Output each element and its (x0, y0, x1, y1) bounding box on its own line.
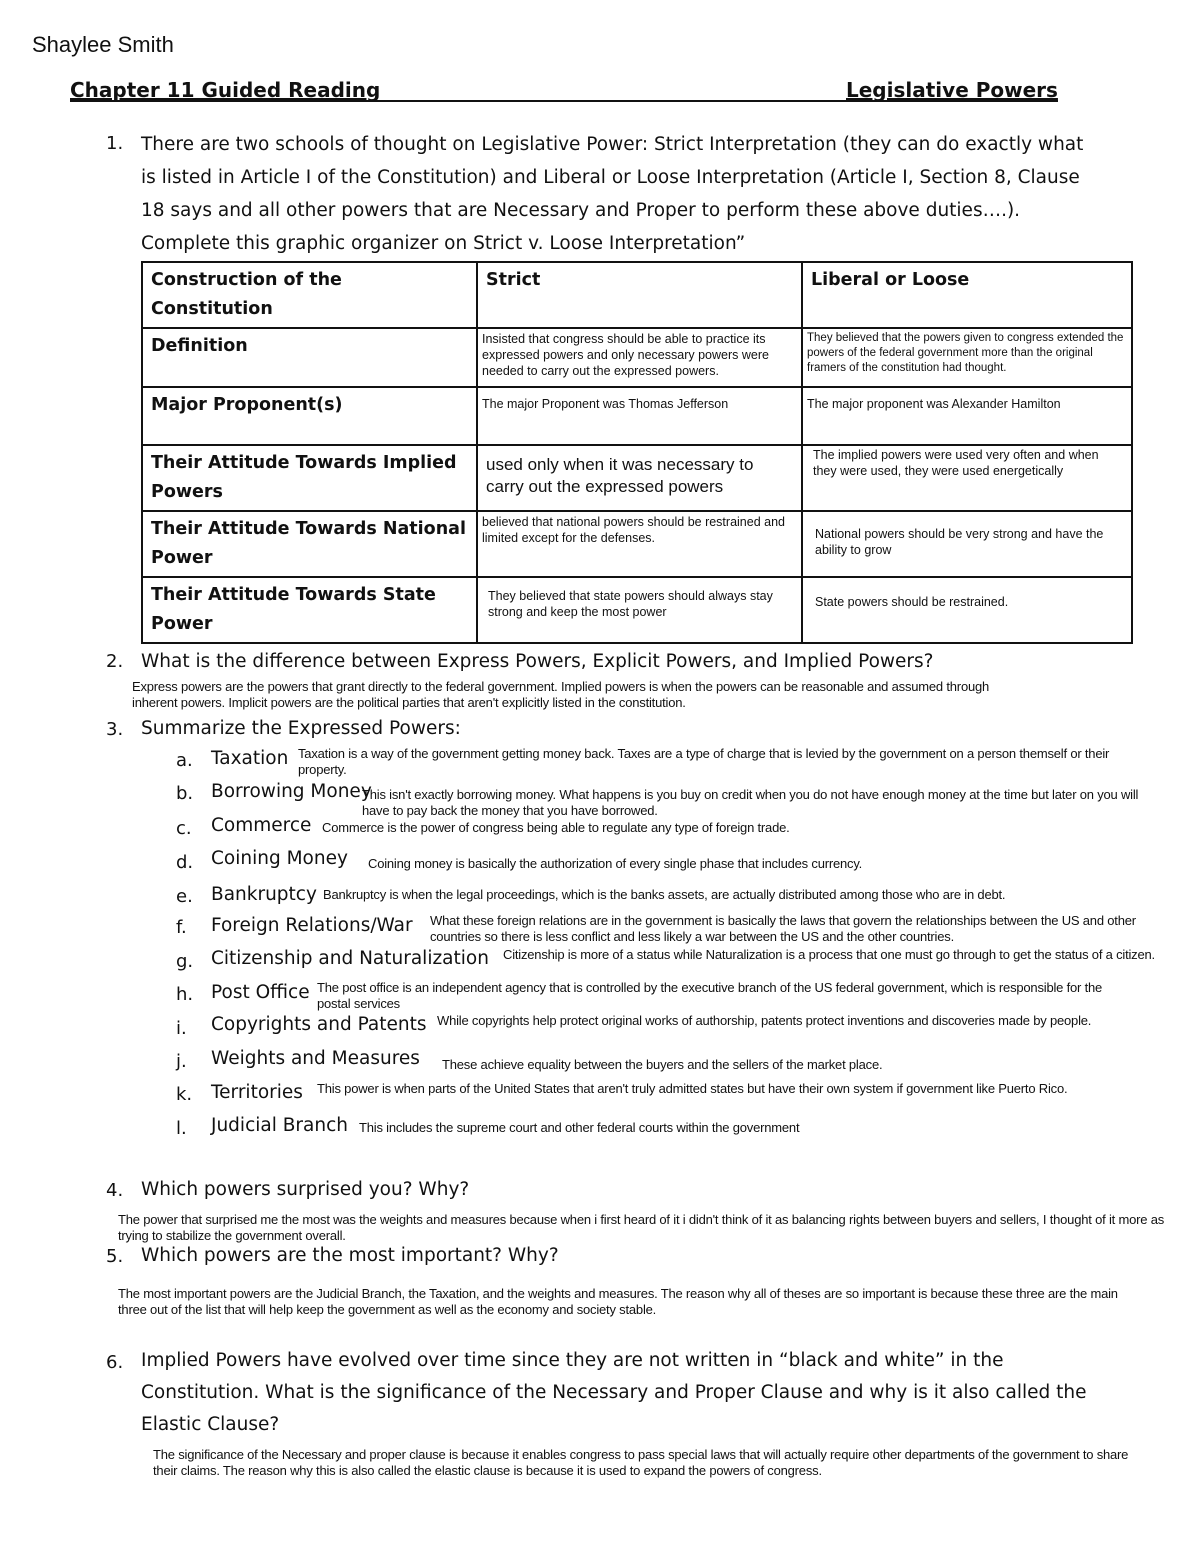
loose-cell: The major proponent was Alexander Hamilton (802, 387, 1132, 445)
item-letter: i. (176, 1018, 187, 1039)
q1-line: There are two schools of thought on Legislative Power: Strict Interpretation (they can do exactly what (141, 134, 1084, 155)
q4-number: 4. (106, 1180, 124, 1201)
item-desc: While copyrights help protect original works of authorship, patents protect inventions and discoveries made by people. (437, 1013, 1092, 1028)
row-label: Their Attitude Towards State Power (142, 577, 477, 643)
row-label: Their Attitude Towards Implied Powers (142, 445, 477, 511)
q5-number: 5. (106, 1246, 124, 1267)
table-header-strict: Strict (477, 262, 802, 328)
item-title: Copyrights and Patents (211, 1014, 427, 1035)
item-title: Weights and Measures (211, 1048, 420, 1069)
q2-question: What is the difference between Express Powers, Explicit Powers, and Implied Powers? (141, 651, 934, 672)
q2-answer: Express powers are the powers that grant directly to the federal government. Implied powers is when the powers can be reasonable and assumed through inherent powers. Implicit powers are the political parties that aren't explicitly listed in the constitution. (132, 679, 990, 710)
item-title: Taxation (211, 748, 289, 769)
q3-number: 3. (106, 719, 124, 740)
q5-question: Which powers are the most important? Why? (141, 1245, 559, 1266)
item-letter: h. (176, 984, 194, 1005)
item-title: Judicial Branch (211, 1115, 348, 1136)
item-desc: This includes the supreme court and other federal courts within the government (359, 1120, 800, 1135)
table-row (142, 577, 1132, 643)
item-title: Foreign Relations/War (211, 915, 413, 936)
item-letter: e. (176, 886, 193, 907)
chapter-heading: Chapter 11 Guided Reading (70, 78, 381, 102)
q6-number: 6. (106, 1352, 124, 1373)
q1-text (141, 128, 1141, 260)
topic-heading: Legislative Powers (846, 78, 1058, 102)
item-title: Commerce (211, 815, 312, 836)
item-desc: The post office is an independent agency that is controlled by the executive branch of the US federal government, which is responsible for the postal services (317, 980, 1103, 1011)
item-title: Borrowing Money (211, 781, 372, 802)
loose-cell: They believed that the powers given to congress extended the powers of the federal government more than the original framers of the constitution had thought. (802, 328, 1132, 387)
item-letter: l. (176, 1118, 187, 1139)
item-desc: Bankruptcy is when the legal proceedings, which is the banks assets, are actually distributed among those who are in debt. (323, 887, 1006, 902)
strict-cell: The major Proponent was Thomas Jefferson (477, 387, 802, 445)
table-row (142, 511, 1132, 577)
q4-question: Which powers surprised you? Why? (141, 1179, 470, 1200)
item-letter: f. (176, 917, 187, 938)
strict-cell: used only when it was necessary to carry out the expressed powers (477, 445, 802, 511)
table-header-construction: Construction of the Constitution (142, 262, 477, 328)
item-title: Territories (211, 1082, 303, 1103)
strict-cell: They believed that state powers should always stay strong and keep the most power (477, 577, 802, 643)
q6-line: Elastic Clause? (141, 1414, 280, 1435)
loose-cell: National powers should be very strong and have the ability to grow (802, 511, 1132, 577)
loose-cell: State powers should be restrained. (802, 577, 1132, 643)
row-label: Their Attitude Towards National Power (142, 511, 477, 577)
item-desc: This power is when parts of the United States that aren't truly admitted states but have their own system if government like Puerto Rico. (317, 1081, 1068, 1096)
item-letter: a. (176, 750, 193, 771)
item-letter: c. (176, 818, 192, 839)
q2-number: 2. (106, 651, 124, 672)
q5-answer: The most important powers are the Judicial Branch, the Taxation, and the weights and measures. The reason why all of theses are so important is because these three are the main three out of the list that will help keep the government as well as the economy and society stable. (118, 1286, 1118, 1317)
strict-cell: believed that national powers should be restrained and limited except for the defenses. (477, 511, 802, 577)
q6-answer: The significance of the Necessary and proper clause is because it enables congress to pass special laws that will actually require other departments of the government to share their claims. The reason why this is also called the elastic clause is because it is used to expand the powers of congress. (153, 1447, 1129, 1478)
row-label: Definition (142, 328, 477, 387)
heading-underline (70, 100, 1058, 102)
item-letter: b. (176, 783, 194, 804)
item-desc: What these foreign relations are in the government is basically the laws that govern the relationships between the US and other countries so there is less conflict and less likely a war between the US and the other countries. (430, 913, 1136, 944)
item-desc: These achieve equality between the buyers and the sellers of the market place. (442, 1057, 883, 1072)
item-desc: Citizenship is more of a status while Naturalization is a process that one must go through to get the status of a citizen. (503, 947, 1155, 962)
q1-line: is listed in Article I of the Constitution) and Liberal or Loose Interpretation (Article I, Section 8, Clause (141, 167, 1080, 188)
table-row (142, 387, 1132, 445)
row-label: Major Proponent(s) (142, 387, 477, 445)
item-letter: g. (176, 951, 194, 972)
item-title: Coining Money (211, 848, 348, 869)
item-letter: d. (176, 852, 194, 873)
q6-line: Constitution. What is the significance of the Necessary and Proper Clause and why is it also called the (141, 1382, 1087, 1403)
strict-cell: Insisted that congress should be able to practice its expressed powers and only necessary powers were needed to carry out the expressed powers. (477, 328, 802, 387)
q1-line: 18 says and all other powers that are Necessary and Proper to perform these above duties….). (141, 200, 1021, 221)
q6-text (141, 1345, 1141, 1441)
q1-number: 1. (106, 133, 124, 154)
q6-line: Implied Powers have evolved over time since they are not written in “black and white” in the (141, 1350, 1004, 1371)
table-header-loose: Liberal or Loose (802, 262, 1132, 328)
q1-line: Complete this graphic organizer on Strict v. Loose Interpretation” (141, 233, 746, 254)
item-desc: Taxation is a way of the government getting money back. Taxes are a type of charge that is levied by the government on a person themself or their property. (298, 746, 1110, 777)
student-name: Shaylee Smith (32, 32, 174, 57)
table-row (142, 328, 1132, 387)
item-title: Bankruptcy (211, 884, 317, 905)
table-row (142, 445, 1132, 511)
item-letter: k. (176, 1084, 193, 1105)
q3-question: Summarize the Expressed Powers: (141, 718, 461, 739)
item-letter: j. (176, 1051, 187, 1072)
item-title: Citizenship and Naturalization (211, 948, 489, 969)
table-header-row (142, 262, 1132, 328)
loose-cell: The implied powers were used very often and when they were used, they were used energetically (802, 445, 1132, 511)
graphic-organizer-table (141, 261, 1133, 644)
item-desc: This isn't exactly borrowing money. What happens is you buy on credit when you do not have enough money at the time but later on you will have to pay back the money that you have borrowed. (362, 787, 1139, 818)
q4-answer: The power that surprised me the most was the weights and measures because when i first heard of it i didn't think of it as balancing rights between buyers and sellers, I thought of it more as trying to stabilize the government overall. (118, 1212, 1165, 1243)
item-desc: Coining money is basically the authorization of every single phase that includes currency. (368, 856, 863, 871)
item-desc: Commerce is the power of congress being able to regulate any type of foreign trade. (322, 820, 790, 835)
item-title: Post Office (211, 982, 310, 1003)
